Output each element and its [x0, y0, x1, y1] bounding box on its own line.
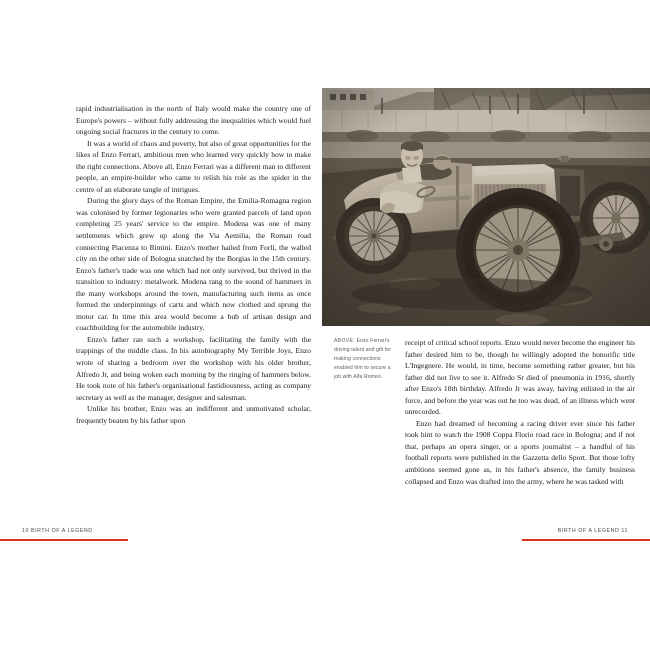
photo-image: [322, 88, 650, 326]
paragraph: Unlike his brother, Enzo was an indifferent and unmotivated scholar, frequently beaten by his father upon: [76, 404, 311, 425]
paragraph: It was a world of chaos and poverty, but also of great opportunities for the likes of Enzo Ferrari, ambitious men who learned very quickly how to make the right connections. Above all, Enzo Ferrari was a different man to different people, an empire-builder who came to relish his role as the spider in the centre of an elaborate tangle of intrigues.: [76, 138, 311, 194]
paragraph: rapid industrialisation in the north of Italy would make the country one of Europe's powers – without fully addressing the inequalities which would fuel ongoing social fractures in the century to come.: [76, 104, 311, 137]
paragraph: receipt of critical school reports. Enzo would never become the engineer his father desired him to be, though he willingly adopted the honorific title L'Ingegnere. He would, in time, become something rather greater, but his father did not live to see it. Alfredo Sr died of pneumonia in 1916, shortly after Enzo's 18th birthday. Alfredo Jr was away, having enlisted in the air force, and before the year was out he too was dead, of an illness which went unrecorded.: [405, 338, 635, 417]
paragraph: Enzo's father ran such a workshop, facilitating the family with the trappings of the middle class. In his autobiography My Terrible Joys, Enzo wrote of sharing a bedroom over the workshop with his older brother, Alfredo Jr, and being woken each morning by the ringing of hammers below. He took note of his father's organisational fastidiousness, acting as company secretary as well as the manager, designer and salesman.: [76, 334, 311, 402]
photo-caption: [334, 337, 396, 382]
right-page-text-column: [405, 337, 635, 487]
left-page-text-column: [76, 103, 311, 426]
photo-enzo-ferrari-racing-car: [322, 88, 650, 326]
caption-text: Enzo Ferrari's driving talent and gift for making connections enabled him to secure a job with Alfa Romeo.: [334, 338, 392, 381]
right-page-footer: [522, 528, 650, 546]
footer-rule: [0, 539, 128, 541]
left-page-folio: 10 BIRTH OF A LEGEND: [22, 528, 93, 534]
paragraph: Enzo had dreamed of becoming a racing driver ever since his father took him to watch the 1908 Coppa Florio road race in Bologna; and if not that, perhaps an opera singer, or a sports journalist – a handful of his football reports were published in the Gazzetta dello Sport. But those lofty ambitions seemed gone as, in his father's absence, the family business collapsed and Enzo was drafted into the army, where he was tasked with: [405, 418, 635, 486]
caption-lead: ABOVE:: [334, 338, 356, 344]
right-page-folio: BIRTH OF A LEGEND 11: [557, 528, 628, 534]
left-page-footer: [0, 528, 128, 546]
footer-rule: [522, 539, 650, 541]
paragraph: During the glory days of the Roman Empire, the Emilia-Romagna region was colonised by former legionaries who were granted parcels of land upon completing 25 years' service to the empire. Modena was one of many settlements which grew up along the Via Aemilia, the Roman road connecting Piacenza to Rimini. Enzo's mother hailed from Forlì, the walled city on the other side of Bologna snatched by the Borgias in the 15th century. Enzo's father's trade was one which had not only survived, but thrived in the transition to industry: metalwork. Modena rang to the sound of hammers in the many workshops around the town, manufacturing such items as once formed the underpinnings of carts and which now clothed and sprung the motor car. In time this area would become a hub of artisan design and coachbuilding for the automobile industry.: [76, 196, 311, 333]
